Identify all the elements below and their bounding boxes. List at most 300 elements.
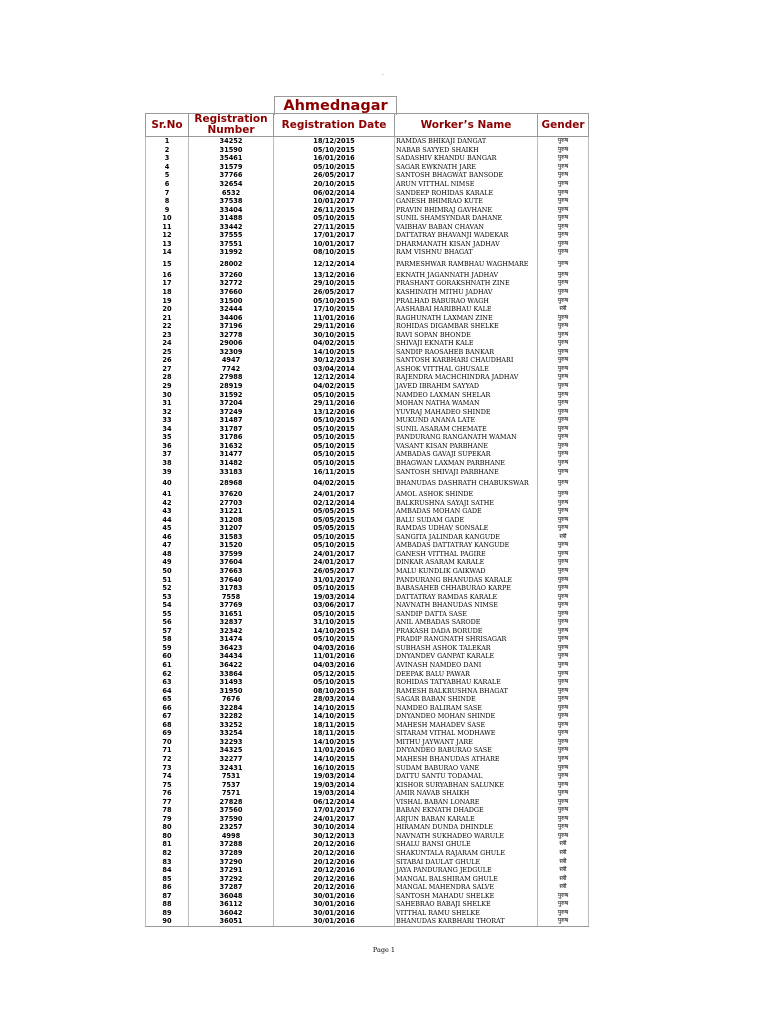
cell-gender: पुरुष [538, 652, 589, 661]
cell-registration-number: 33404 [189, 205, 274, 214]
cell-registration-date: 19/03/2014 [274, 592, 395, 601]
cell-worker-name: EKNATH JAGANNATH JADHAV [395, 271, 538, 280]
cell-registration-date: 16/01/2016 [274, 154, 395, 163]
cell-registration-date: 08/10/2015 [274, 686, 395, 695]
cell-worker-name: KASHINATH MITHU JADHAV [395, 288, 538, 297]
cell-registration-number: 31208 [189, 515, 274, 524]
table-row [146, 832, 589, 841]
cell-worker-name: RAMESH BALKRUSHNA BHAGAT [395, 686, 538, 695]
cell-registration-date: 05/10/2015 [274, 425, 395, 434]
cell-srno: 21 [146, 313, 189, 322]
cell-gender: पुरुष [538, 180, 589, 189]
header-worker-name: Worker’s Name [395, 114, 538, 137]
cell-srno: 25 [146, 348, 189, 357]
cell-srno: 63 [146, 678, 189, 687]
cell-srno: 46 [146, 533, 189, 542]
cell-srno: 44 [146, 515, 189, 524]
cell-worker-name: ROHIDAS TATYABHAU KARALE [395, 678, 538, 687]
top-dot: . [382, 70, 384, 77]
cell-gender: पुरुष [538, 163, 589, 172]
cell-registration-date: 20/12/2016 [274, 849, 395, 858]
cell-registration-date: 06/12/2014 [274, 797, 395, 806]
cell-srno: 28 [146, 373, 189, 382]
cell-srno: 84 [146, 866, 189, 875]
cell-srno: 52 [146, 584, 189, 593]
cell-srno: 81 [146, 840, 189, 849]
cell-registration-date: 04/03/2016 [274, 644, 395, 653]
cell-registration-number: 7571 [189, 789, 274, 798]
cell-worker-name: SANTOSH SHIVAJI PARBHANE [395, 467, 538, 476]
cell-gender: पुरुष [538, 467, 589, 476]
cell-srno: 38 [146, 459, 189, 468]
table-row [146, 373, 589, 382]
cell-registration-number: 32282 [189, 712, 274, 721]
cell-worker-name: SAHEBRAO BABAJI SHELKE [395, 900, 538, 909]
cell-worker-name: SITARAM VITHAL MODHAWE [395, 729, 538, 738]
cell-srno: 61 [146, 661, 189, 670]
cell-registration-number: 31221 [189, 507, 274, 516]
cell-registration-number: 37560 [189, 806, 274, 815]
cell-registration-date: 14/10/2015 [274, 712, 395, 721]
table-row [146, 240, 589, 249]
header-registration-date: Registration Date [274, 114, 395, 137]
cell-srno: 33 [146, 416, 189, 425]
cell-registration-date: 29/11/2016 [274, 399, 395, 408]
cell-registration-date: 20/12/2016 [274, 883, 395, 892]
cell-gender: पुरुष [538, 407, 589, 416]
table-row [146, 541, 589, 550]
table-row [146, 356, 589, 365]
cell-registration-number: 4998 [189, 832, 274, 841]
cell-registration-number: 32431 [189, 763, 274, 772]
cell-registration-number: 31482 [189, 459, 274, 468]
cell-srno: 57 [146, 627, 189, 636]
cell-srno: 1 [146, 137, 189, 146]
cell-worker-name: RAGHUNATH LAXMAN ZINE [395, 313, 538, 322]
cell-worker-name: AMBADAS GAVAJI SUPEKAR [395, 450, 538, 459]
cell-registration-number: 36423 [189, 644, 274, 653]
cell-registration-number: 32772 [189, 279, 274, 288]
cell-srno: 7 [146, 188, 189, 197]
cell-worker-name: JAVED IBRAHIM SAYYAD [395, 382, 538, 391]
table-row [146, 365, 589, 374]
cell-registration-number: 37290 [189, 857, 274, 866]
cell-srno: 79 [146, 815, 189, 824]
cell-gender: पुरुष [538, 567, 589, 576]
cell-registration-date: 18/11/2015 [274, 729, 395, 738]
cell-gender: पुरुष [538, 644, 589, 653]
cell-registration-date: 20/12/2016 [274, 874, 395, 883]
table-row [146, 348, 589, 357]
cell-worker-name: PRAVIN BHIMRAJ GAVHANE [395, 205, 538, 214]
cell-worker-name: SANGITA JALINDAR KANGUDE [395, 533, 538, 542]
table-row [146, 322, 589, 331]
cell-registration-date: 16/10/2015 [274, 763, 395, 772]
cell-worker-name: SITABAI DAULAT GHULE [395, 857, 538, 866]
cell-srno: 13 [146, 240, 189, 249]
cell-gender: पुरुष [538, 146, 589, 155]
cell-srno: 47 [146, 541, 189, 550]
cell-gender: पुरुष [538, 763, 589, 772]
cell-gender: स्त्री [538, 866, 589, 875]
cell-registration-date: 05/10/2015 [274, 146, 395, 155]
cell-srno: 24 [146, 339, 189, 348]
cell-worker-name: PANDURANG BHANUDAS KARALE [395, 575, 538, 584]
cell-registration-date: 05/05/2015 [274, 507, 395, 516]
cell-registration-date: 05/10/2015 [274, 163, 395, 172]
cell-gender: पुरुष [538, 442, 589, 451]
table-row [146, 849, 589, 858]
cell-registration-number: 37288 [189, 840, 274, 849]
cell-srno: 41 [146, 490, 189, 499]
cell-gender: स्त्री [538, 533, 589, 542]
cell-worker-name: DNYANDEV GANPAT KARALE [395, 652, 538, 661]
cell-registration-date: 30/01/2016 [274, 900, 395, 909]
cell-registration-number: 7537 [189, 780, 274, 789]
cell-srno: 8 [146, 197, 189, 206]
cell-registration-number: 7742 [189, 365, 274, 374]
cell-registration-date: 30/01/2016 [274, 917, 395, 926]
table-row [146, 644, 589, 653]
cell-registration-number: 31787 [189, 425, 274, 434]
cell-srno: 37 [146, 450, 189, 459]
cell-worker-name: MANGAL BALSHIRAM GHULE [395, 874, 538, 883]
cell-registration-number: 32293 [189, 738, 274, 747]
cell-registration-date: 05/10/2015 [274, 296, 395, 305]
cell-worker-name: MAHESH MAHADEV SASE [395, 721, 538, 730]
cell-registration-date: 05/10/2015 [274, 541, 395, 550]
cell-worker-name: ANIL AMBADAS SARODE [395, 618, 538, 627]
cell-srno: 56 [146, 618, 189, 627]
cell-registration-number: 31207 [189, 524, 274, 533]
cell-worker-name: DEEPAK BALU PAWAR [395, 669, 538, 678]
cell-worker-name: BHANUDAS DASHRATH CHABUKSWAR [395, 476, 538, 490]
cell-srno: 11 [146, 222, 189, 231]
cell-worker-name: SANTOSH MAHADU SHELKE [395, 891, 538, 900]
table-row [146, 900, 589, 909]
cell-registration-date: 26/05/2017 [274, 567, 395, 576]
cell-srno: 55 [146, 609, 189, 618]
cell-registration-number: 37289 [189, 849, 274, 858]
cell-gender: पुरुष [538, 425, 589, 434]
cell-gender: पुरुष [538, 515, 589, 524]
cell-worker-name: SANDIP DATTA SASE [395, 609, 538, 618]
cell-worker-name: PRALHAD BABURAO WAGH [395, 296, 538, 305]
cell-registration-number: 28968 [189, 476, 274, 490]
cell-gender: पुरुष [538, 780, 589, 789]
table-row [146, 459, 589, 468]
cell-worker-name: SANDEEP ROHIDAS KARALE [395, 188, 538, 197]
cell-gender: पुरुष [538, 823, 589, 832]
table-row [146, 772, 589, 781]
table-row [146, 467, 589, 476]
table-row [146, 416, 589, 425]
cell-registration-number: 33864 [189, 669, 274, 678]
cell-registration-date: 30/12/2013 [274, 832, 395, 841]
table-row [146, 271, 589, 280]
cell-registration-number: 34252 [189, 137, 274, 146]
cell-worker-name: VAIBHAV BABAN CHAVAN [395, 222, 538, 231]
cell-worker-name: AMBADAS DATTATRAY KANGUDE [395, 541, 538, 550]
cell-gender: पुरुष [538, 575, 589, 584]
cell-srno: 22 [146, 322, 189, 331]
cell-worker-name: AASHABAI HARIBHAU KALE [395, 305, 538, 314]
cell-worker-name: RAVI SOPAN BHONDE [395, 330, 538, 339]
cell-worker-name: DATTATRAY BHAVANJI WADEKAR [395, 231, 538, 240]
cell-registration-date: 02/12/2014 [274, 498, 395, 507]
cell-gender: पुरुष [538, 891, 589, 900]
cell-worker-name: BABASAHEB CHHABURAO KARPE [395, 584, 538, 593]
table-row [146, 507, 589, 516]
cell-registration-date: 05/05/2015 [274, 515, 395, 524]
cell-srno: 70 [146, 738, 189, 747]
table-row [146, 476, 589, 490]
cell-worker-name: AVINASH NAMDEO DANI [395, 661, 538, 670]
cell-registration-number: 27988 [189, 373, 274, 382]
cell-gender: पुरुष [538, 205, 589, 214]
cell-srno: 30 [146, 390, 189, 399]
table-row [146, 330, 589, 339]
cell-srno: 49 [146, 558, 189, 567]
cell-gender: पुरुष [538, 197, 589, 206]
table-row [146, 214, 589, 223]
cell-gender: पुरुष [538, 909, 589, 918]
cell-gender: पुरुष [538, 721, 589, 730]
cell-gender: पुरुष [538, 806, 589, 815]
table-row [146, 909, 589, 918]
cell-gender: पुरुष [538, 550, 589, 559]
cell-gender: पुरुष [538, 330, 589, 339]
cell-srno: 17 [146, 279, 189, 288]
table-row [146, 313, 589, 322]
cell-registration-number: 31592 [189, 390, 274, 399]
table-row [146, 755, 589, 764]
table-row [146, 558, 589, 567]
cell-registration-date: 04/02/2015 [274, 382, 395, 391]
cell-registration-date: 19/03/2014 [274, 772, 395, 781]
cell-gender: पुरुष [538, 348, 589, 357]
cell-registration-number: 31950 [189, 686, 274, 695]
cell-srno: 64 [146, 686, 189, 695]
cell-gender: पुरुष [538, 592, 589, 601]
cell-gender: पुरुष [538, 416, 589, 425]
cell-registration-number: 37660 [189, 288, 274, 297]
cell-gender: पुरुष [538, 815, 589, 824]
cell-registration-date: 05/10/2015 [274, 459, 395, 468]
cell-registration-number: 32284 [189, 703, 274, 712]
cell-srno: 27 [146, 365, 189, 374]
cell-worker-name: VISHAL BABAN LONARE [395, 797, 538, 806]
cell-gender: पुरुष [538, 214, 589, 223]
table-row [146, 515, 589, 524]
cell-worker-name: GANESH VITTHAL PAGIRE [395, 550, 538, 559]
cell-registration-number: 37599 [189, 550, 274, 559]
cell-worker-name: RAMDAS UDHAV SONSALE [395, 524, 538, 533]
cell-registration-number: 23257 [189, 823, 274, 832]
cell-srno: 73 [146, 763, 189, 772]
cell-registration-date: 26/11/2015 [274, 205, 395, 214]
cell-worker-name: DINKAR ASARAM KARALE [395, 558, 538, 567]
cell-registration-date: 19/03/2014 [274, 789, 395, 798]
cell-gender: पुरुष [538, 231, 589, 240]
table-row [146, 618, 589, 627]
cell-registration-number: 28919 [189, 382, 274, 391]
cell-registration-date: 31/01/2017 [274, 575, 395, 584]
cell-registration-date: 29/10/2015 [274, 279, 395, 288]
cell-gender: पुरुष [538, 356, 589, 365]
cell-gender: पुरुष [538, 222, 589, 231]
cell-gender: पुरुष [538, 476, 589, 490]
cell-registration-number: 27703 [189, 498, 274, 507]
table-row [146, 146, 589, 155]
cell-registration-date: 05/10/2015 [274, 635, 395, 644]
cell-registration-date: 18/12/2015 [274, 137, 395, 146]
cell-worker-name: SUBHASH ASHOK TALEKAR [395, 644, 538, 653]
table-row [146, 627, 589, 636]
cell-worker-name: AMOL ASHOK SHINDE [395, 490, 538, 499]
cell-gender: पुरुष [538, 601, 589, 610]
cell-registration-number: 37291 [189, 866, 274, 875]
cell-gender: पुरुष [538, 171, 589, 180]
cell-srno: 87 [146, 891, 189, 900]
cell-worker-name: GANESH BHIMRAO KUTE [395, 197, 538, 206]
cell-registration-date: 20/12/2016 [274, 840, 395, 849]
cell-registration-date: 11/01/2016 [274, 652, 395, 661]
cell-registration-number: 31477 [189, 450, 274, 459]
cell-registration-number: 34325 [189, 746, 274, 755]
table-row [146, 163, 589, 172]
cell-registration-number: 37640 [189, 575, 274, 584]
cell-gender: पुरुष [538, 188, 589, 197]
cell-registration-date: 06/02/2014 [274, 188, 395, 197]
table-row [146, 305, 589, 314]
cell-srno: 10 [146, 214, 189, 223]
cell-worker-name: NAVNATH BHANUDAS NIMSE [395, 601, 538, 610]
table-row [146, 729, 589, 738]
cell-registration-date: 31/10/2015 [274, 618, 395, 627]
cell-registration-number: 31488 [189, 214, 274, 223]
cell-worker-name: SAGAR EWKNATH JARE [395, 163, 538, 172]
cell-srno: 16 [146, 271, 189, 280]
cell-registration-date: 24/01/2017 [274, 550, 395, 559]
header-srno: Sr.No [146, 114, 189, 137]
cell-srno: 83 [146, 857, 189, 866]
cell-registration-date: 17/01/2017 [274, 806, 395, 815]
table-row [146, 550, 589, 559]
cell-srno: 51 [146, 575, 189, 584]
cell-srno: 60 [146, 652, 189, 661]
table-row [146, 840, 589, 849]
cell-srno: 18 [146, 288, 189, 297]
cell-gender: पुरुष [538, 450, 589, 459]
cell-srno: 68 [146, 721, 189, 730]
cell-registration-number: 37663 [189, 567, 274, 576]
cell-worker-name: SADASHIV KHANDU BANGAR [395, 154, 538, 163]
cell-srno: 39 [146, 467, 189, 476]
cell-registration-number: 32837 [189, 618, 274, 627]
cell-gender: पुरुष [538, 755, 589, 764]
cell-worker-name: ARUN VITTHAL NIMSE [395, 180, 538, 189]
table-row [146, 678, 589, 687]
cell-registration-date: 10/01/2017 [274, 240, 395, 249]
cell-registration-number: 37249 [189, 407, 274, 416]
cell-worker-name: MANGAL MAHENDRA SALVE [395, 883, 538, 892]
cell-worker-name: SUDAM BABURAO VANE [395, 763, 538, 772]
cell-gender: पुरुष [538, 524, 589, 533]
cell-worker-name: SAGAR BABAN SHINDE [395, 695, 538, 704]
table-row [146, 154, 589, 163]
cell-srno: 58 [146, 635, 189, 644]
cell-worker-name: MALU KUNDLIK GAIKWAD [395, 567, 538, 576]
table-row [146, 279, 589, 288]
cell-registration-number: 29006 [189, 339, 274, 348]
cell-registration-date: 29/11/2016 [274, 322, 395, 331]
cell-srno: 77 [146, 797, 189, 806]
cell-srno: 40 [146, 476, 189, 490]
cell-worker-name: RAMDAS BHIKAJI DANGAT [395, 137, 538, 146]
cell-registration-number: 37204 [189, 399, 274, 408]
cell-registration-date: 14/10/2015 [274, 703, 395, 712]
cell-worker-name: PRASHANT GORAKSHNATH ZINE [395, 279, 538, 288]
cell-registration-number: 36112 [189, 900, 274, 909]
cell-registration-number: 37604 [189, 558, 274, 567]
cell-srno: 80 [146, 832, 189, 841]
cell-srno: 71 [146, 746, 189, 755]
cell-srno: 26 [146, 356, 189, 365]
cell-gender: पुरुष [538, 390, 589, 399]
cell-gender: पुरुष [538, 703, 589, 712]
cell-registration-date: 13/12/2016 [274, 407, 395, 416]
table-row [146, 382, 589, 391]
table-row [146, 296, 589, 305]
cell-srno: 29 [146, 382, 189, 391]
cell-srno: 86 [146, 883, 189, 892]
table-row [146, 780, 589, 789]
cell-gender: स्त्री [538, 883, 589, 892]
table-row [146, 433, 589, 442]
cell-gender: पुरुष [538, 678, 589, 687]
cell-registration-number: 36422 [189, 661, 274, 670]
cell-registration-number: 37769 [189, 601, 274, 610]
cell-gender: पुरुष [538, 507, 589, 516]
table-row [146, 883, 589, 892]
cell-srno: 32 [146, 407, 189, 416]
table-row [146, 180, 589, 189]
cell-registration-number: 33254 [189, 729, 274, 738]
cell-worker-name: ASHOK VITTHAL GHUSALE [395, 365, 538, 374]
cell-srno: 62 [146, 669, 189, 678]
cell-worker-name: SHIVAJI EKNATH KALE [395, 339, 538, 348]
table-row [146, 917, 589, 926]
table-row [146, 712, 589, 721]
cell-registration-date: 05/10/2015 [274, 214, 395, 223]
table-row [146, 891, 589, 900]
cell-gender: पुरुष [538, 712, 589, 721]
cell-worker-name: SANTOSH KARBHARI CHAUDHARI [395, 356, 538, 365]
cell-registration-number: 31786 [189, 433, 274, 442]
cell-worker-name: MAHESH BHANUDAS ATHARE [395, 755, 538, 764]
cell-gender: पुरुष [538, 832, 589, 841]
cell-registration-date: 27/11/2015 [274, 222, 395, 231]
cell-registration-number: 31579 [189, 163, 274, 172]
cell-registration-number: 31520 [189, 541, 274, 550]
cell-registration-number: 31651 [189, 609, 274, 618]
cell-srno: 54 [146, 601, 189, 610]
table-row [146, 390, 589, 399]
cell-worker-name: PARMESHWAR RAMBHAU WAGHMARE [395, 257, 538, 271]
table-row [146, 609, 589, 618]
cell-srno: 20 [146, 305, 189, 314]
